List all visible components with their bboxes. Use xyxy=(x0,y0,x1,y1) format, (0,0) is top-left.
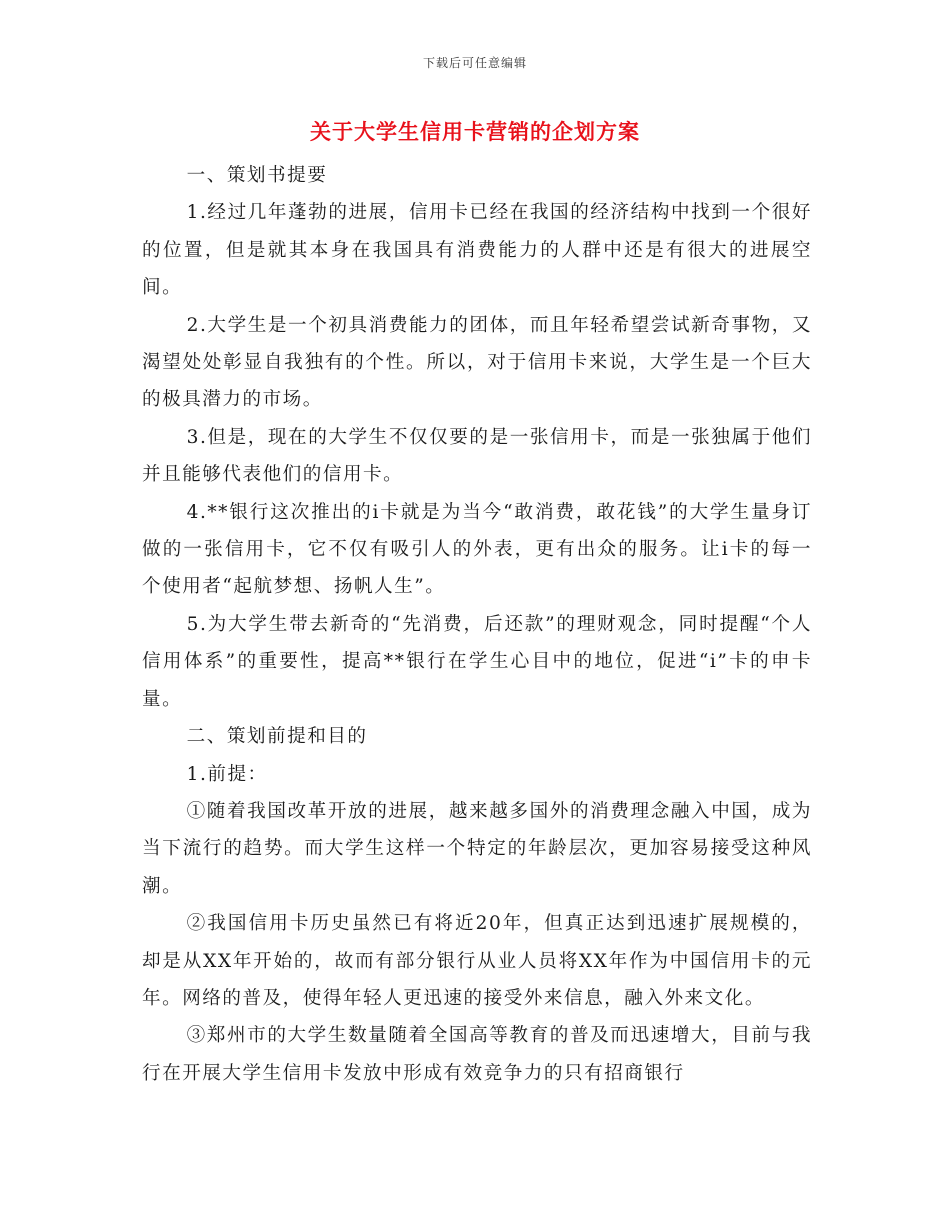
section-heading-2: 二、策划前提和目的 xyxy=(186,726,368,748)
paragraph-1-2: 2.大学生是一个初具消费能力的团体，而且年轻希望尝试新奇事物，又渴望处处彰显自我独有的个性。所以，对于信用卡来说，大学生是一个巨大的极具潜力的市场。 xyxy=(142,314,812,411)
paragraph-2-3: ③郑州市的大学生数量随着全国高等教育的普及而迅速增大，目前与我行在开展大学生信用卡发放中形成有效竞争力的只有招商银行 xyxy=(142,1025,812,1084)
paragraph-2-2: ②我国信用卡历史虽然已有将近20年，但真正达到迅速扩展规模的，却是从XX年开始的，故而有部分银行从业人员将XX年作为中国信用卡的元年。网络的普及，使得年轻人更迅速的接受外来信息，融入外来文化。 xyxy=(142,913,812,1009)
document-body xyxy=(142,157,812,1092)
subheading-premise: 1.前提： xyxy=(186,763,268,785)
section-heading-1: 一、策划书提要 xyxy=(186,165,328,186)
document-title: 关于大学生信用卡营销的企划方案 xyxy=(310,119,640,144)
paragraph-1-3: 3.但是，现在的大学生不仅仅要的是一张信用卡，而是一张独属于他们并且能够代表他们的信用卡。 xyxy=(142,426,812,486)
paragraph-1-5: 5.为大学生带去新奇的“先消费，后还款”的理财观念，同时提醒“个人信用体系”的重要性，提高**银行在学生心目中的地位，促进“i”卡的申卡量。 xyxy=(142,613,812,710)
paragraph-1-1: 1.经过几年蓬勃的进展，信用卡已经在我国的经济结构中找到一个很好的位置，但是就其本身在我国具有消费能力的人群中还是有很大的进展空间。 xyxy=(142,202,812,299)
page-header-note: 下载后可任意编辑 xyxy=(422,56,527,70)
paragraph-2-1: ①随着我国改革开放的进展，越来越多国外的消费理念融入中国，成为当下流行的趋势。而大学生这样一个特定的年龄层次，更加容易接受这种风潮。 xyxy=(142,800,812,897)
paragraph-1-4: 4.**银行这次推出的i卡就是为当今“敢消费，敢花钱”的大学生量身订做的一张信用卡，它不仅有吸引人的外表，更有出众的服务。让i卡的每一个使用者“起航梦想、扬帆人生”。 xyxy=(142,501,812,598)
